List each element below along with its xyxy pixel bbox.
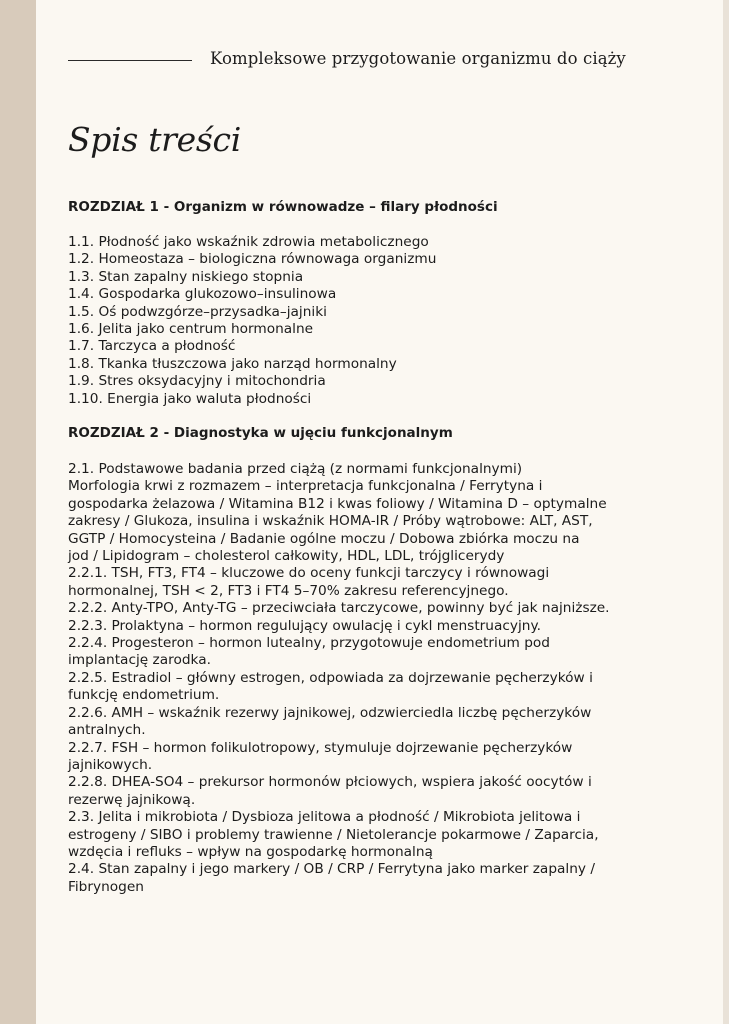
right-page-edge [723, 0, 729, 1024]
chapter-heading-1: ROZDZIAŁ 1 - Organizm w równowadze – filary płodności [68, 199, 498, 215]
toc-line: antralnych. [68, 722, 146, 739]
toc-line: wzdęcia i refluks – wpływ na gospodarkę hormonalną [68, 843, 433, 860]
toc-line: rezerwę jajnikową. [68, 791, 196, 808]
toc-line: jajnikowych. [68, 756, 153, 773]
left-margin-band [0, 0, 36, 1024]
toc-line: GGTP / Homocysteina / Badanie ogólne moczu / Dobowa zbiórka moczu na [68, 530, 580, 547]
toc-line: hormonalnej, TSH < 2, FT3 i FT4 5–70% zakresu referencyjnego. [68, 582, 509, 599]
toc-entry: 1.10. Energia jako waluta płodności [68, 390, 312, 407]
chapter-heading-2: ROZDZIAŁ 2 - Diagnostyka w ujęciu funkcjonalnym [68, 425, 453, 441]
document-header-title: Kompleksowe przygotowanie organizmu do ciąży [210, 49, 626, 68]
toc-entry: 1.2. Homeostaza – biologiczna równowaga organizmu [68, 251, 437, 268]
toc-line: 2.2.1. TSH, FT3, FT4 – kluczowe do oceny funkcji tarczycy i równowagi [68, 565, 550, 582]
toc-line: implantację zarodka. [68, 652, 211, 669]
toc-line: zakresy / Glukoza, insulina i wskaźnik HOMA-IR / Próby wątrobowe: ALT, AST, [68, 513, 593, 530]
toc-entry: 1.8. Tkanka tłuszczowa jako narząd hormonalny [68, 355, 397, 372]
toc-line: 2.1. Podstawowe badania przed ciążą (z normami funkcjonalnymi) [68, 461, 523, 477]
toc-line: 2.2.7. FSH – hormon folikulotropowy, stymuluje dojrzewanie pęcherzyków [68, 739, 573, 756]
toc-entry: 1.1. Płodność jako wskaźnik zdrowia metabolicznego [68, 234, 429, 250]
page-title: Spis treści [68, 120, 241, 159]
toc-entry: 1.5. Oś podwzgórze–przysadka–jajniki [68, 303, 327, 320]
toc-line: funkcję endometrium. [68, 687, 220, 704]
toc-entry: 1.7. Tarczyca a płodność [68, 338, 236, 355]
toc-line: 2.2.3. Prolaktyna – hormon regulujący owulację i cykl menstruacyjny. [68, 617, 541, 634]
toc-line: 2.2.4. Progesteron – hormon lutealny, przygotowuje endometrium pod [68, 635, 550, 652]
chapter-2-toc-list [68, 461, 668, 896]
toc-line: 2.3. Jelita i mikrobiota / Dysbioza jelitowa a płodność / Mikrobiota jelitowa i [68, 809, 581, 826]
toc-entry: 1.3. Stan zapalny niskiego stopnia [68, 268, 304, 285]
header-rule [68, 60, 192, 61]
toc-entry: 1.4. Gospodarka glukozowo–insulinowa [68, 286, 337, 303]
chapter-1-toc-list [68, 234, 668, 408]
toc-line: 2.2.6. AMH – wskaźnik rezerwy jajnikowej, odzwierciedla liczbę pęcherzyków [68, 704, 592, 721]
toc-line: 2.2.5. Estradiol – główny estrogen, odpowiada za dojrzewanie pęcherzyków i [68, 669, 593, 686]
toc-line: jod / Lipidogram – cholesterol całkowity, HDL, LDL, trójglicerydy [68, 548, 505, 565]
toc-entry: 1.9. Stres oksydacyjny i mitochondria [68, 373, 326, 390]
toc-line: estrogeny / SIBO i problemy trawienne / Nietolerancje pokarmowe / Zaparcia, [68, 826, 599, 843]
toc-line: gospodarka żelazowa / Witamina B12 i kwas foliowy / Witamina D – optymalne [68, 495, 607, 512]
toc-line: Morfologia krwi z rozmazem – interpretacja funkcjonalna / Ferrytyna i [68, 478, 543, 495]
toc-line: Fibrynogen [68, 878, 144, 895]
toc-line: 2.4. Stan zapalny i jego markery / OB / CRP / Ferrytyna jako marker zapalny / [68, 861, 595, 878]
toc-line: 2.2.2. Anty-TPO, Anty-TG – przeciwciała tarczycowe, powinny być jak najniższe. [68, 600, 610, 617]
toc-entry: 1.6. Jelita jako centrum hormonalne [68, 321, 314, 338]
toc-line: 2.2.8. DHEA-SO4 – prekursor hormonów płciowych, wspiera jakość oocytów i [68, 774, 592, 791]
